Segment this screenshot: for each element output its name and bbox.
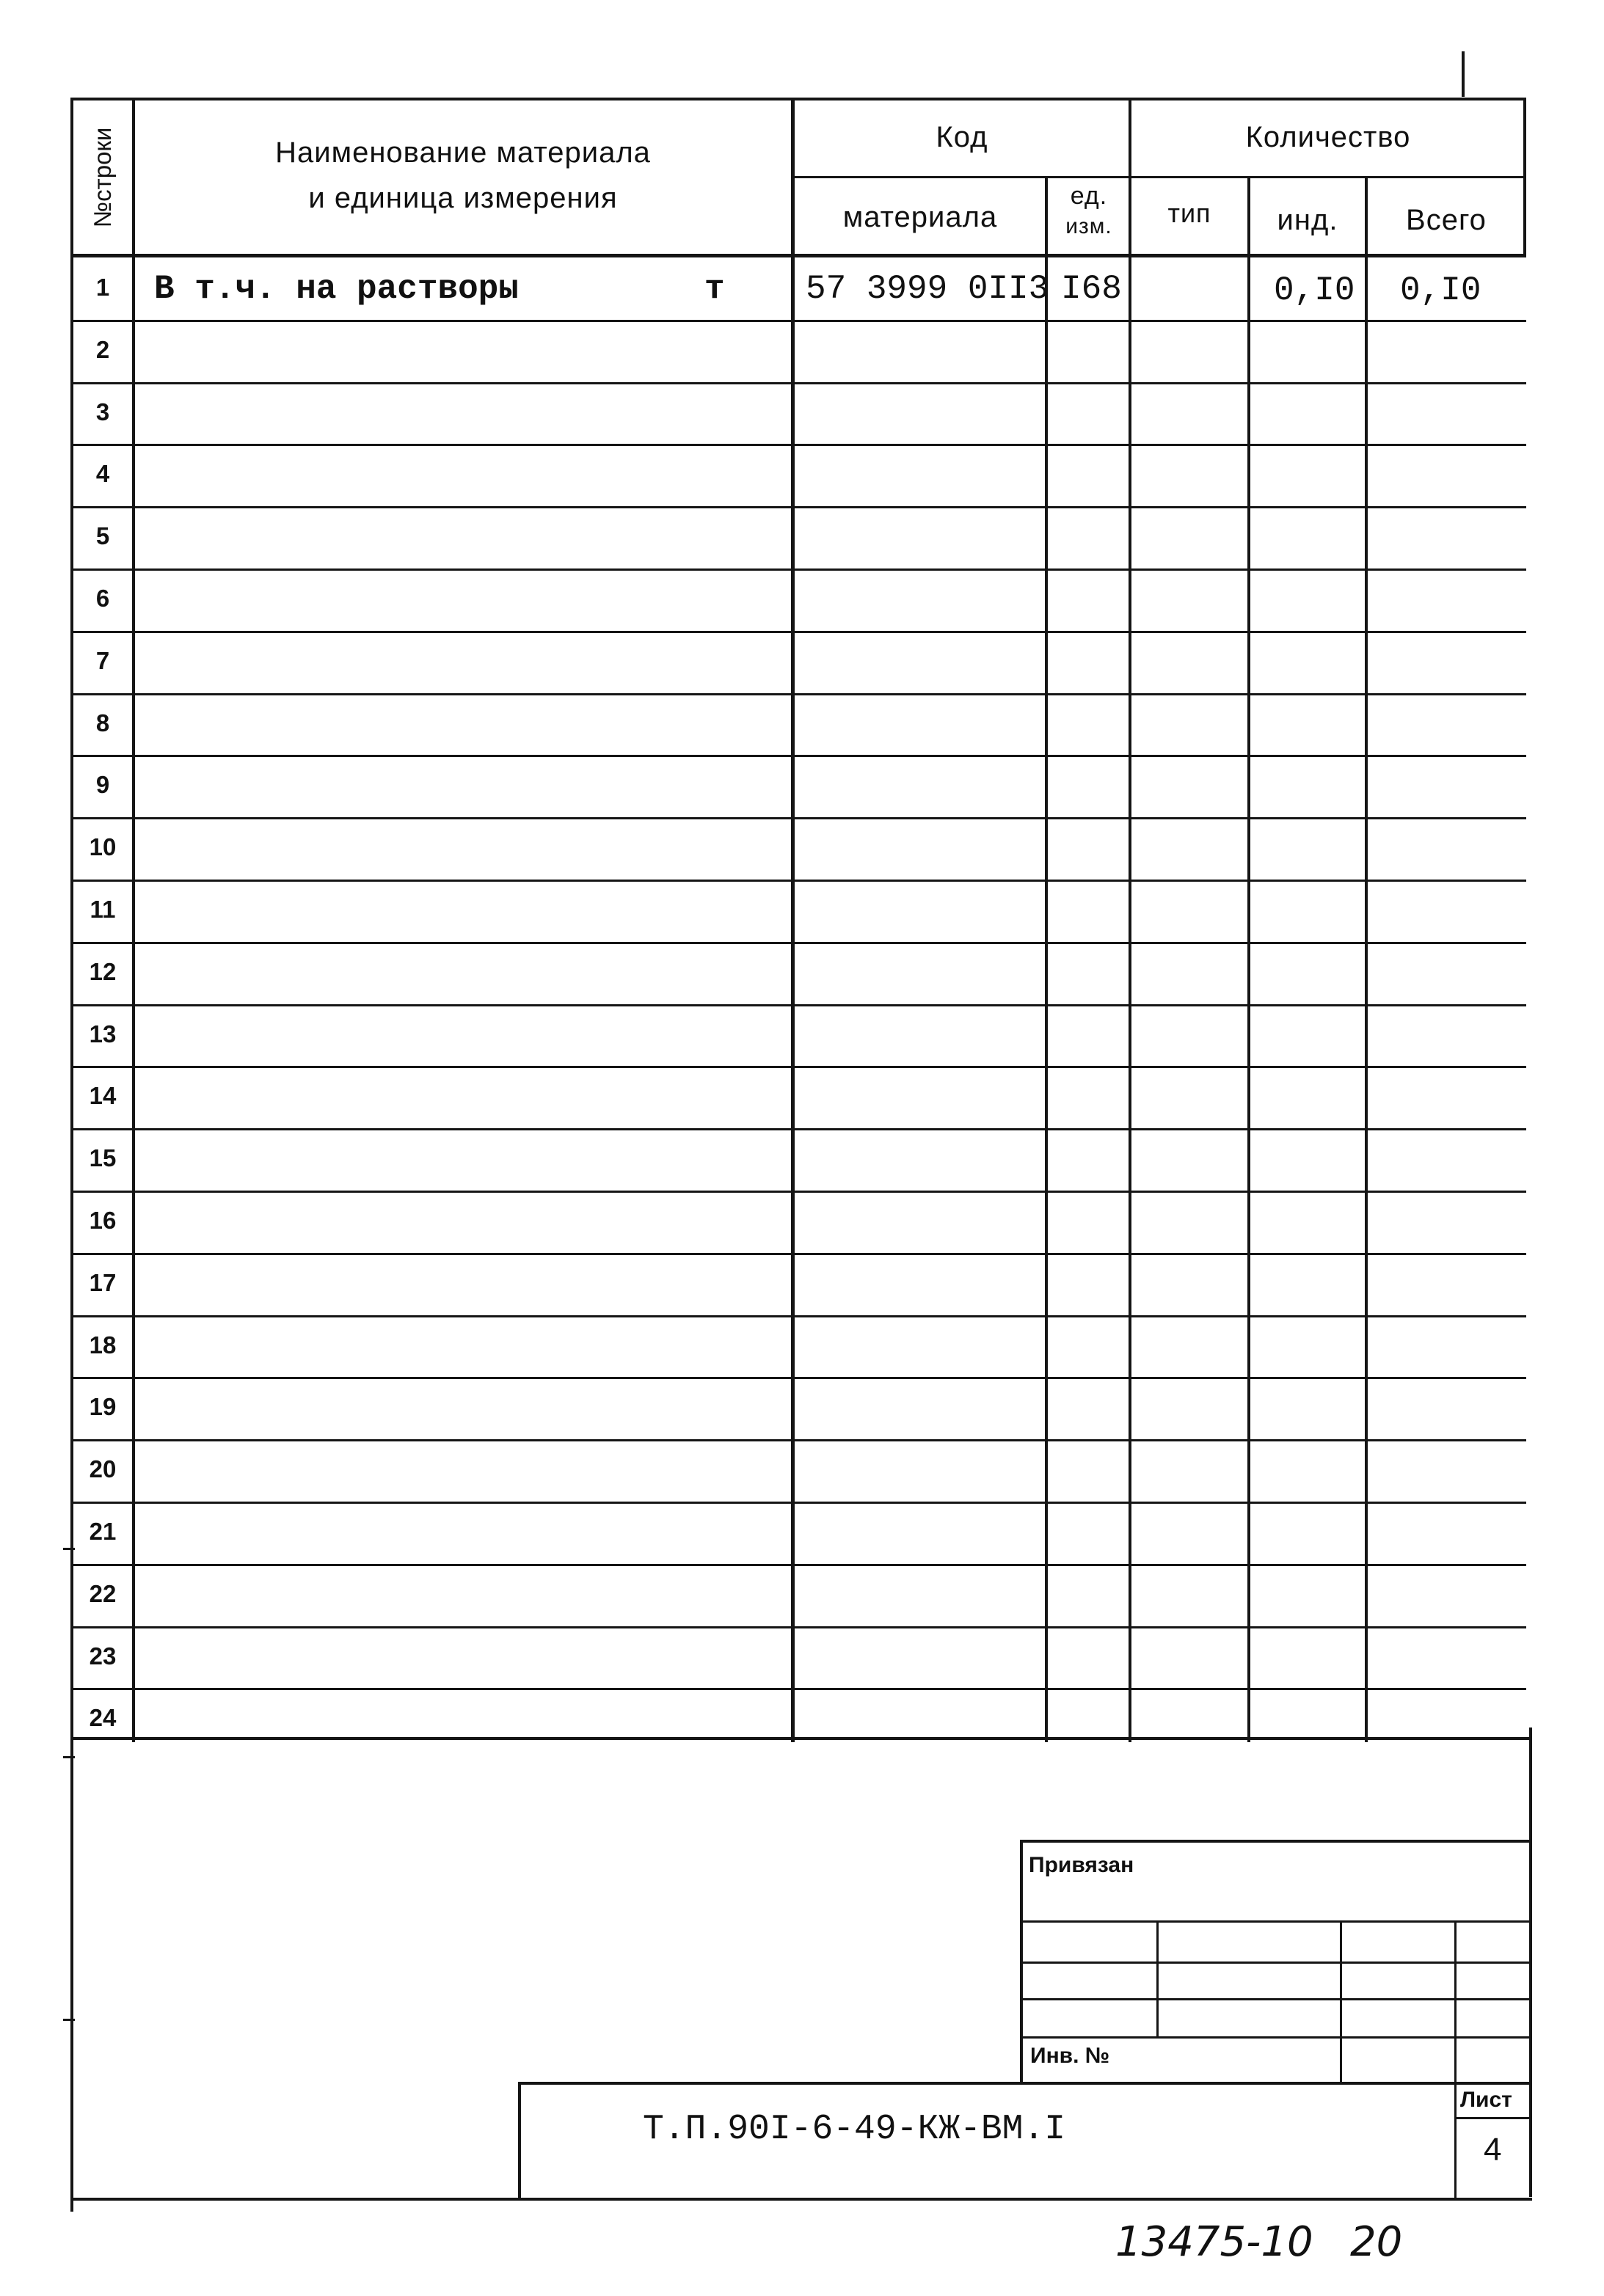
row-number: 19 <box>89 1393 117 1421</box>
row-number: 1 <box>95 274 110 301</box>
row-number: 10 <box>89 833 117 861</box>
row-number: 21 <box>89 1518 117 1545</box>
margin-tick-1 <box>63 1548 75 1550</box>
stamp-vline-1 <box>1156 1922 1159 2038</box>
sheet-label: Лист <box>1460 2088 1512 2112</box>
name-header-line2: и единица измерения <box>308 182 618 214</box>
row-separator <box>70 320 1526 322</box>
row-number: 7 <box>95 646 110 674</box>
row-separator <box>70 506 1526 508</box>
header-mid-line <box>791 176 1525 178</box>
top-right-mark <box>1462 51 1465 97</box>
name-header-line1: Наименование материала <box>275 136 651 169</box>
row-separator <box>70 1004 1526 1006</box>
row-separator <box>70 1128 1526 1130</box>
row-number: 23 <box>89 1642 117 1670</box>
quantity-header: Количество <box>1245 121 1411 153</box>
unit-header-line1: ед. <box>1070 182 1108 210</box>
row-number: 5 <box>95 522 110 550</box>
col-line-unit <box>1129 99 1131 1742</box>
code-header: Код <box>936 121 988 153</box>
handwritten-page: 20 <box>1350 2218 1403 2266</box>
page-bottom-line <box>70 2198 1532 2201</box>
total-header: Всего <box>1406 204 1487 236</box>
row-1-name: В т.ч. на растворы <box>154 270 519 308</box>
row-separator <box>70 1439 1526 1441</box>
row-number: 14 <box>89 1082 117 1110</box>
row-separator <box>70 444 1526 446</box>
margin-tick-2 <box>63 1756 75 1758</box>
row-separator <box>70 1688 1526 1690</box>
margin-tick-3 <box>63 2019 75 2021</box>
ind-header: инд. <box>1277 204 1338 236</box>
row-1-unit: т <box>704 270 725 308</box>
row-separator <box>70 568 1526 571</box>
row-number: 16 <box>89 1207 117 1234</box>
table-top-border <box>70 98 1523 100</box>
col-line-ind <box>1365 176 1368 1742</box>
row-separator <box>70 631 1526 633</box>
table-bottom-line <box>70 1737 1532 1740</box>
row-separator <box>70 1066 1526 1068</box>
row-separator <box>70 382 1526 384</box>
unit-header-line2: изм. <box>1065 214 1112 238</box>
header-bottom-line <box>70 254 1526 257</box>
stamp-vline-3 <box>1454 1922 1457 2201</box>
row-number: 22 <box>89 1579 117 1607</box>
row-number: 18 <box>89 1331 117 1359</box>
doc-code: Т.П.90I-6-49-КЖ-ВМ.I <box>643 2110 1066 2149</box>
row-separator <box>70 1191 1526 1193</box>
row-1-total: 0,I0 <box>1400 271 1481 310</box>
row-1-ind: 0,I0 <box>1274 271 1355 310</box>
material-header: материала <box>842 201 998 233</box>
row-separator <box>70 1315 1526 1317</box>
row-number: 24 <box>89 1704 117 1732</box>
handwritten-number: 13475-10 <box>1115 2218 1313 2266</box>
row-number: 8 <box>95 709 110 736</box>
sheet-number: 4 <box>1484 2132 1502 2168</box>
row-number: 4 <box>95 460 110 488</box>
row-number: 11 <box>90 896 116 923</box>
stamp-top-line <box>1020 1840 1532 1843</box>
row-number: 2 <box>95 335 110 363</box>
col-line-name <box>791 99 795 1742</box>
row-number: 9 <box>95 771 110 799</box>
row-number: 13 <box>89 1020 117 1048</box>
row-number-header: №строки <box>89 127 116 228</box>
row-separator <box>70 942 1526 944</box>
row-separator <box>70 1253 1526 1255</box>
row-separator <box>70 1502 1526 1504</box>
inv-label: Инв. № <box>1030 2044 1110 2068</box>
row-separator <box>70 817 1526 819</box>
col-line-material <box>1045 176 1048 1742</box>
row-number: 3 <box>95 398 110 425</box>
row-1-unit-code: I68 <box>1061 270 1122 308</box>
row-separator <box>70 880 1526 882</box>
row-separator <box>70 1377 1526 1379</box>
row-separator <box>70 693 1526 695</box>
col-line-type <box>1247 176 1250 1742</box>
privyazan-label: Привязан <box>1029 1853 1134 1877</box>
row-number: 20 <box>89 1455 117 1483</box>
row-number: 12 <box>89 957 117 985</box>
code-box-left <box>518 2082 521 2199</box>
row-number: 6 <box>95 585 110 612</box>
row-separator <box>70 755 1526 757</box>
row-separator <box>70 1626 1526 1628</box>
sheet-label-line <box>1454 2117 1532 2119</box>
row-1-code: 57 3999 0II3 <box>806 270 1049 308</box>
row-separator <box>70 1564 1526 1566</box>
row-number: 17 <box>89 1268 117 1296</box>
code-box-top <box>518 2082 1532 2085</box>
row-number: 15 <box>89 1144 117 1172</box>
type-header: тип <box>1167 198 1211 228</box>
stamp-vline-2 <box>1340 1922 1342 2083</box>
